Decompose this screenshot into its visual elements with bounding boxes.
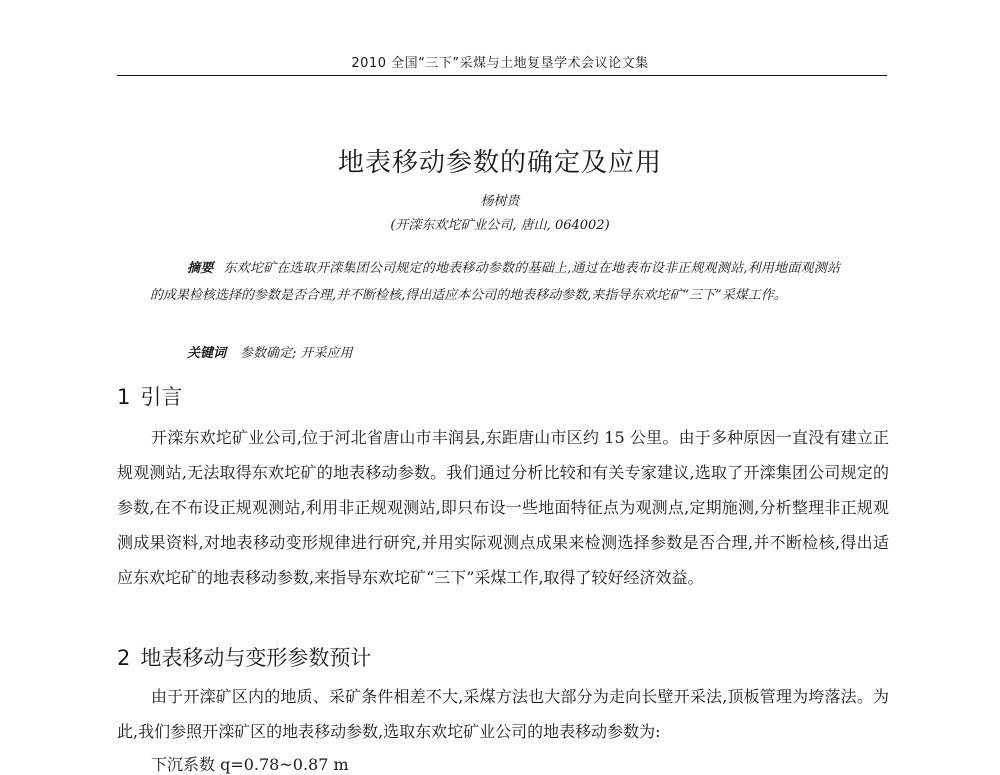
formula-line: 下沉系数 q=0.78~0.87 m [151,755,349,774]
header-rule [117,75,887,76]
abstract-paragraph [150,255,840,309]
section-1-body [117,420,889,595]
section-number: 1 [117,385,131,409]
section-title: 引言 [140,385,183,409]
section-title: 地表移动与变形参数预计 [140,646,372,670]
abstract-label: 摘要 [187,261,214,276]
keywords [187,342,353,361]
keywords-text: 参数确定; 开采应用 [240,346,353,361]
body-paragraph: 由于开滦矿区内的地质、采矿条件相差不大,采煤方法也大部分为走向长壁开采法,顶板管理为垮落法。为此,我们参照开滦矿区的地表移动参数,选取东欢坨矿业公司的地表移动参数为: [117,687,889,741]
abstract [150,255,840,309]
section-number: 2 [117,646,131,670]
running-header: 2010 全国“三下”采煤与土地复垦学术会议论文集 [351,56,649,71]
section-heading-2 [117,642,371,672]
author-name: 杨树贵 [480,194,520,209]
paper-title: 地表移动参数的确定及应用 [337,148,662,178]
body-paragraph: 开滦东欢坨矿业公司,位于河北省唐山市丰润县,东距唐山市区约 15 公里。由于多种原因一直没有建立正规观测站,无法取得东欢坨矿的地表移动参数。我们通过分析比较和有关专家建议,选取了开滦集团公司规定的参数,在不布设正规观测站,利用非正规观测站,即只布设一些地面特征点为观测点,定期施测,分析整理非正规观测成果资料,对地表移动变形规律进行研究,并用实际观测点成果来检测选择参数是否合理,并不断检核,得出适应东欢坨矿的地表移动参数,来指导东欢坨矿“三下”采煤工作,取得了较好经济效益。 [117,428,889,587]
abstract-text: 东欢坨矿在选取开滦集团公司规定的地表移动参数的基础上,通过在地表布设非正规观测站,利用地面观测站的成果检核选择的参数是否合理,并不断检核,得出适应本公司的地表移动参数,来指导东欢坨矿“三下”采煤工作。 [150,261,840,303]
section-2-body [117,679,889,749]
author-affiliation: (开滦东欢坨矿业公司, 唐山, 064002) [390,218,610,233]
keywords-label: 关键词 [187,346,227,361]
section-heading-1 [117,381,182,411]
